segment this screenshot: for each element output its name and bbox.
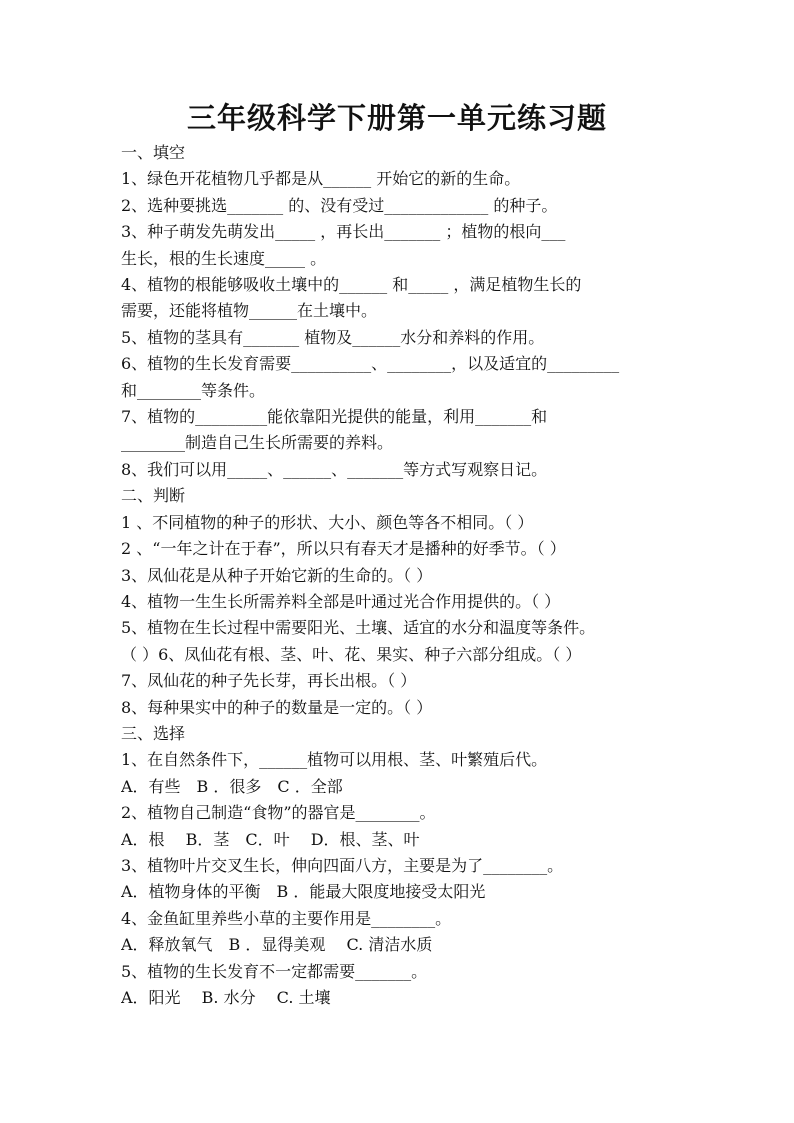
choice-options-4: A．释放氧气 B ．显得美观 C. 清洁水质: [121, 935, 433, 955]
worksheet-content: [121, 140, 677, 1011]
judge-question-5: 5、植物在生长过程中需要阳光、土壤、适宜的水分和温度等条件。: [121, 618, 596, 638]
judge-question-7: 7、凤仙花的种子先长芽，再长出根。（ ）: [121, 671, 417, 691]
fill-question-3-cont: 生长，根的生长速度_____ 。: [121, 248, 327, 268]
section-heading-fill: 一、填空: [121, 143, 186, 162]
fill-question-8: 8、我们可以用_____、______、_______等方式写观察日记。: [121, 459, 548, 479]
section-heading-judge: 二、判断: [121, 486, 186, 506]
section-heading-choice: 三、选择: [121, 723, 186, 743]
choice-question-4: 4、金鱼缸里养些小草的主要作用是________。: [121, 908, 452, 928]
page-title: 三年级科学下册第一单元练习题: [186, 101, 607, 135]
fill-question-6-cont: 和________等条件。: [121, 380, 266, 400]
judge-question-6: （ ）6、凤仙花有根、茎、叶、花、果实、种子六部分组成。（ ）: [121, 644, 582, 664]
fill-question-4-cont: 需要，还能将植物______在土壤中。: [121, 301, 378, 321]
choice-question-5: 5、植物的生长发育不一定都需要_______。: [121, 961, 428, 981]
judge-question-4: 4、植物一生生长所需养料全部是叶通过光合作用提供的。（ ）: [121, 591, 561, 611]
fill-question-1: 1、绿色开花植物几乎都是从______ 开始它的新的生命。: [121, 169, 521, 189]
judge-question-8: 8、每种果实中的种子的数量是一定的。（ ）: [121, 697, 433, 717]
choice-options-1: A．有些 B ．很多 C ．全部: [121, 776, 343, 796]
choice-question-1: 1、在自然条件下，______植物可以用根、茎、叶繁殖后代。: [121, 750, 548, 770]
fill-question-4: 4、植物的根能够吸收土壤中的______ 和_____ ，满足植物生长的: [121, 275, 582, 295]
judge-question-2: 2 、“一年之计在于春”，所以只有春天才是播种的好季节。（ ）: [121, 539, 566, 559]
judge-question-3: 3、凤仙花是从种子开始它新的生命的。（ ）: [121, 565, 433, 585]
choice-options-3: A．植物身体的平衡 B ．能最大限度地接受太阳光: [121, 882, 486, 902]
choice-question-2: 2、植物自己制造“食物”的器官是________。: [121, 803, 436, 823]
choice-options-2: A．根 B．茎 C．叶 D．根、茎、叶: [121, 829, 420, 849]
fill-question-2: 2、选种要挑选_______ 的、没有受过_____________ 的种子。: [121, 195, 558, 215]
fill-question-7-cont: ________制造自己生长所需要的养料。: [121, 433, 394, 453]
judge-question-1: 1 、不同植物的种子的形状、大小、颜色等各不相同。（ ）: [121, 512, 534, 532]
fill-question-7: 7、植物的_________能依靠阳光提供的能量，利用_______和: [121, 407, 548, 427]
fill-question-5: 5、植物的茎具有_______ 植物及______水分和养料的作用。: [121, 327, 545, 347]
fill-question-6: 6、植物的生长发育需要__________、________，以及适宜的_________: [121, 354, 620, 374]
choice-question-3: 3、植物叶片交叉生长，伸向四面八方，主要是为了________。: [121, 855, 564, 875]
fill-question-3: 3、种子萌发先萌发出_____ ，再长出_______ ；植物的根向___: [121, 222, 566, 242]
choice-options-5: A．阳光 B. 水分 C. 土壤: [121, 988, 331, 1007]
